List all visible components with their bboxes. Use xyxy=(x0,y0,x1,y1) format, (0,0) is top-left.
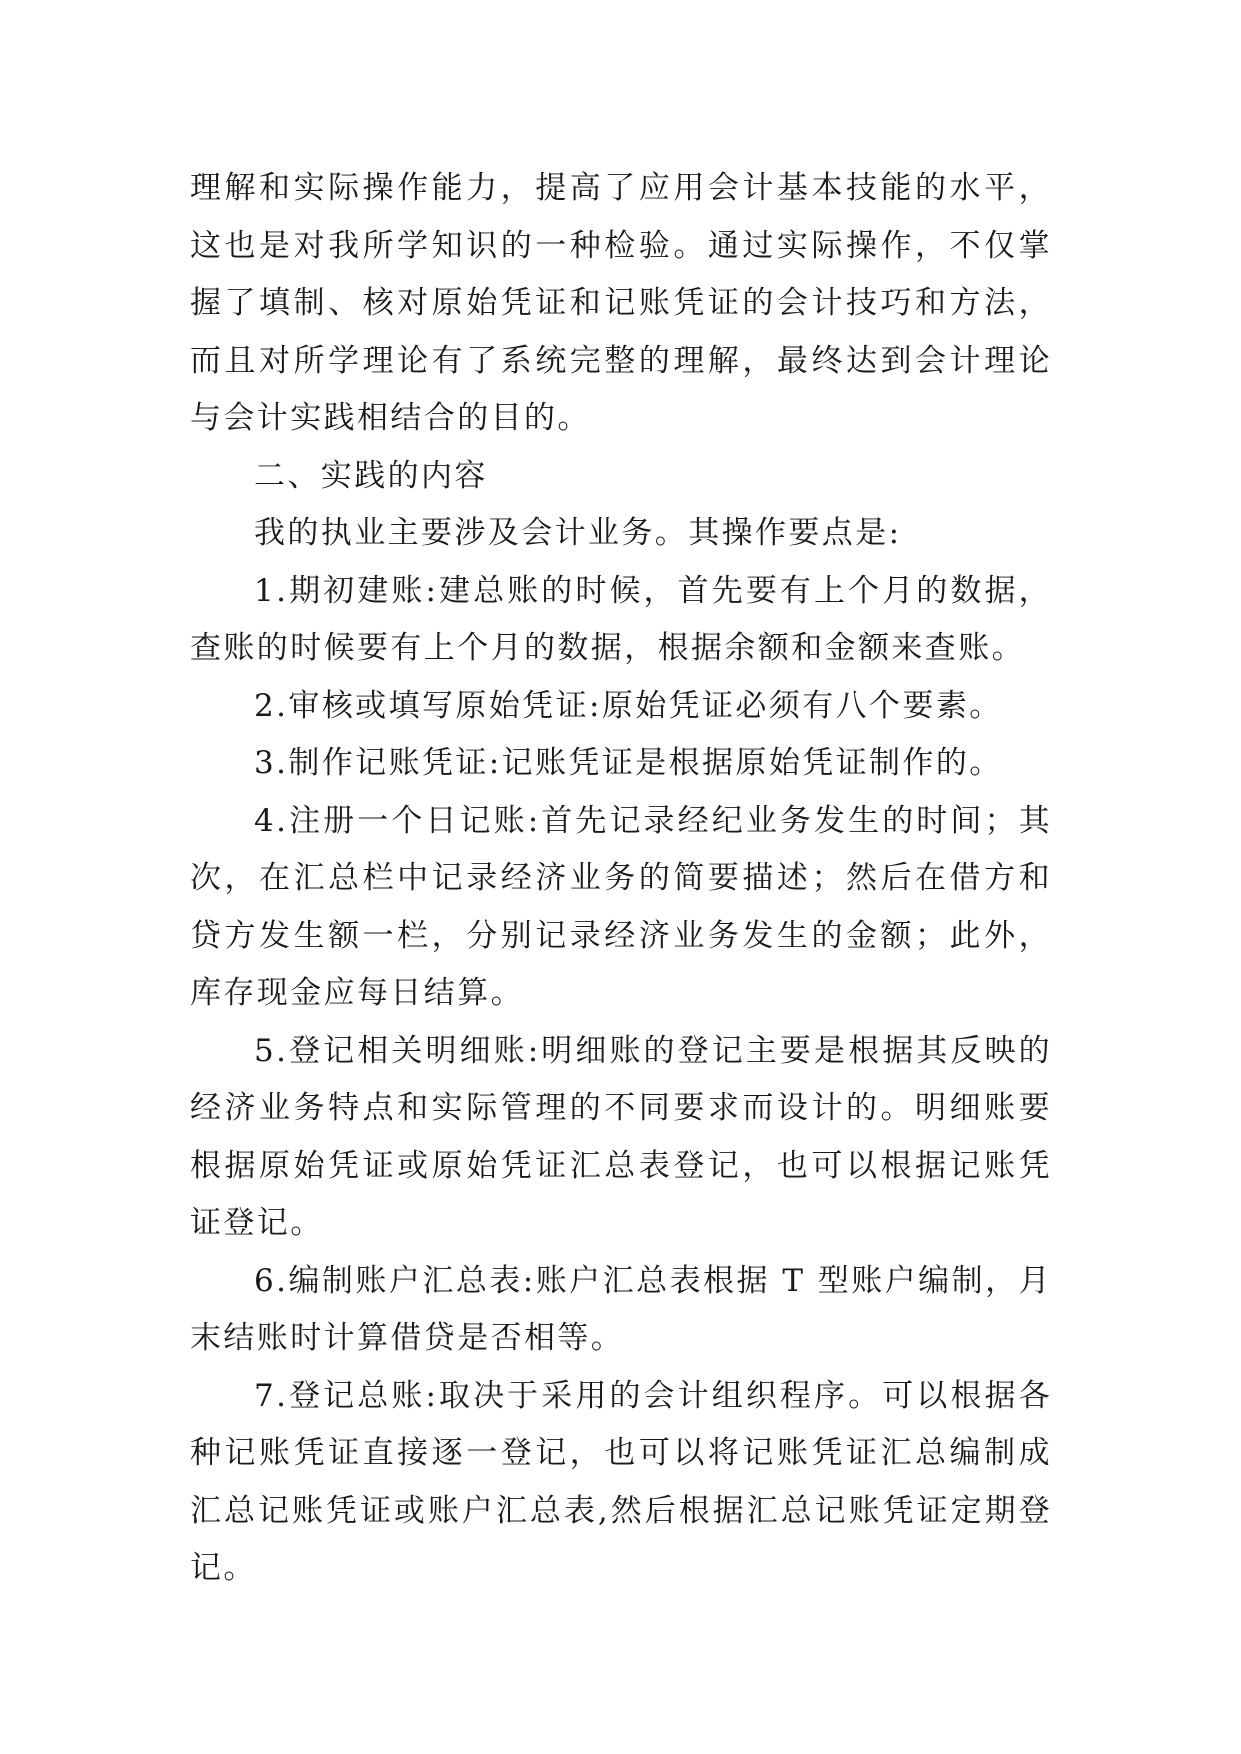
list-item-5: 5.登记相关明细账:明细账的登记主要是根据其反映的经济业务特点和实际管理的不同要求而设计的。明细账要根据原始凭证或原始凭证汇总表登记，也可以根据记账凭证登记。 xyxy=(190,1032,1052,1241)
paragraph-continuation: 理解和实际操作能力，提高了应用会计基本技能的水平，这也是对我所学知识的一种检验。通过实际操作，不仅掌握了填制、核对原始凭证和记账凭证的会计技巧和方法，而且对所学理论有了系统完整的理解，最终达到会计理论与会计实践相结合的目的。 xyxy=(190,170,1052,436)
section-heading: 二、实践的内容 xyxy=(254,457,488,494)
list-item-7: 7.登记总账:取决于采用的会计组织程序。可以根据各种记账凭证直接逐一登记，也可以将记账凭证汇总编制成汇总记账凭证或账户汇总表,然后根据汇总记账凭证定期登记。 xyxy=(190,1377,1052,1586)
document-body xyxy=(190,160,1052,1598)
paragraph-intro: 我的执业主要涉及会计业务。其操作要点是: xyxy=(254,515,902,551)
list-item-4: 4.注册一个日记账:首先记录经纪业务发生的时间；其次，在汇总栏中记录经济业务的简要描述；然后在借方和贷方发生额一栏，分别记录经济业务发生的金额；此外，库存现金应每日结算。 xyxy=(190,802,1052,1011)
list-item-2: 2.审核或填写原始凭证:原始凭证必须有八个要素。 xyxy=(254,687,1003,724)
list-item-1: 1.期初建账:建总账的时候，首先要有上个月的数据，查账的时候要有上个月的数据，根据余额和金额来查账。 xyxy=(190,572,1052,666)
list-item-3: 3.制作记账凭证:记账凭证是根据原始凭证制作的。 xyxy=(254,745,1003,781)
list-item-6: 6.编制账户汇总表:账户汇总表根据 T 型账户编制，月末结账时计算借贷是否相等。 xyxy=(190,1262,1052,1356)
